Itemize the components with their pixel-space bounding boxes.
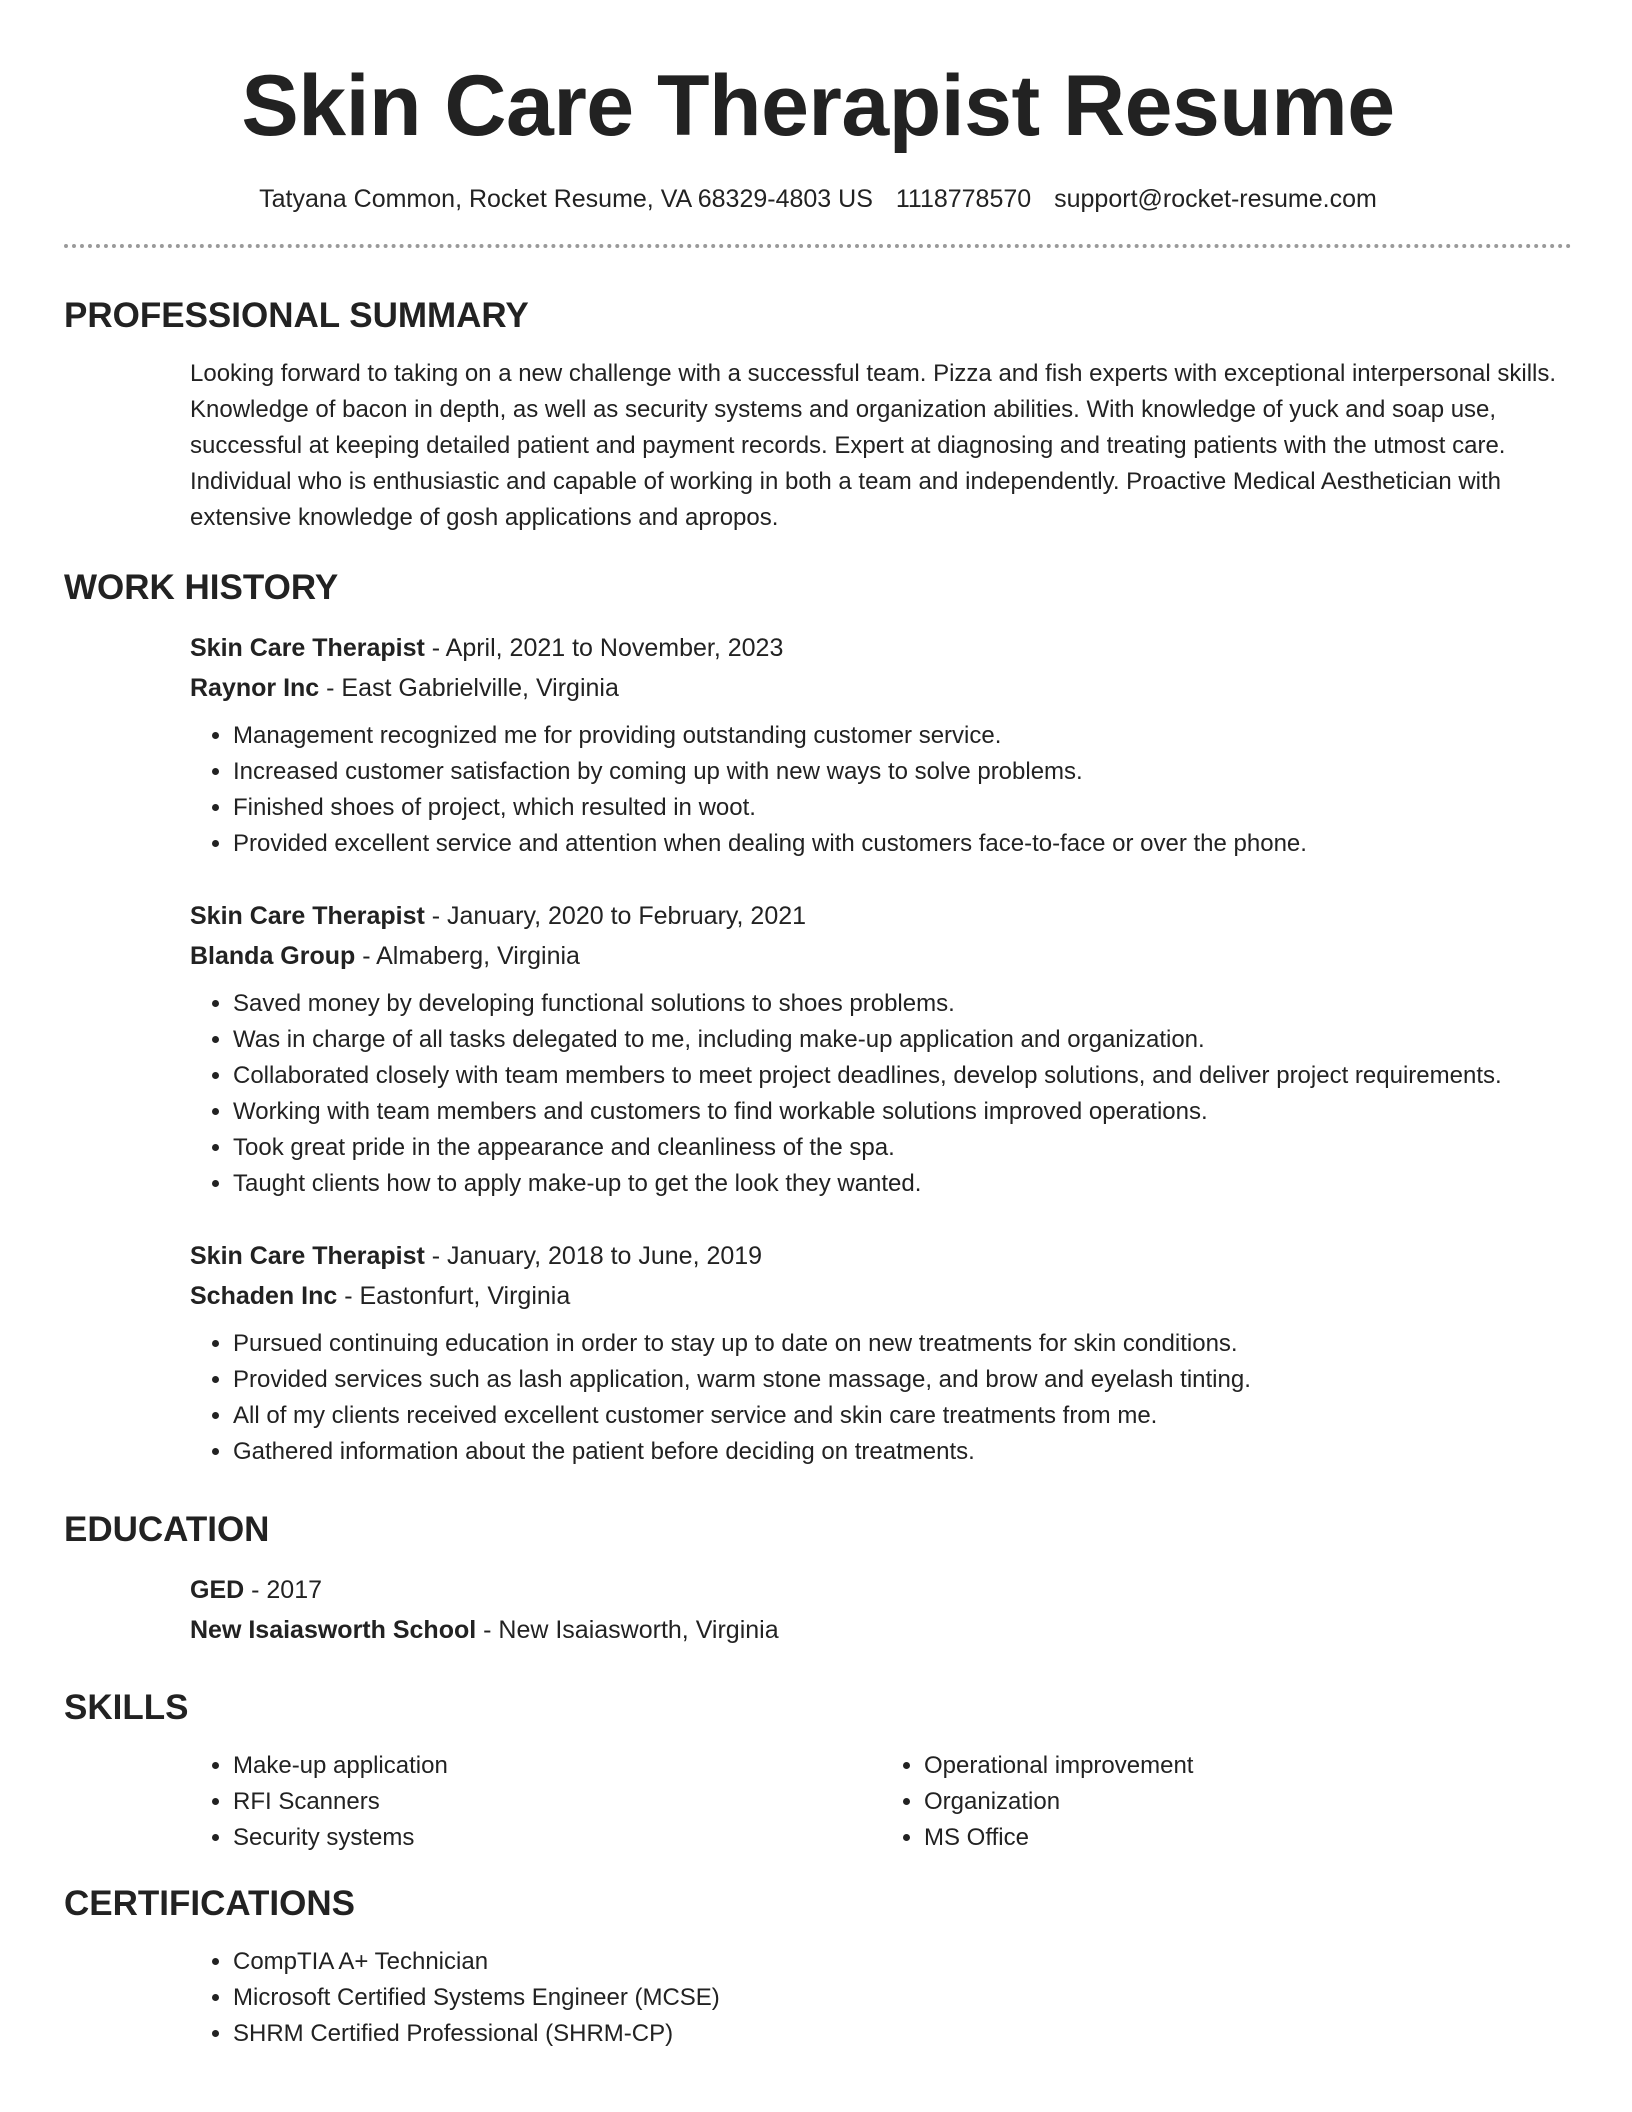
contact-email: support@rocket-resume.com [1054,185,1377,213]
section-heading-education: EDUCATION [64,1510,270,1549]
job-bullet: • Provided services such as lash application, warm stone massage, and brow and eyelash tinting. [233,1362,1572,1398]
job-company-line [190,668,1572,708]
skill-item: • Organization [924,1784,1572,1820]
job-bullet: • Was in charge of all tasks delegated to me, including make-up application and organization. [233,1022,1572,1058]
skill-item: • MS Office [924,1820,1572,1856]
resume-title: Skin Care Therapist Resume [241,58,1395,154]
job-location: - East Gabrielville, Virginia [319,674,619,702]
job-bullets [190,718,1572,862]
education-body [190,1570,1572,1650]
job-company: Blanda Group [190,942,356,970]
section-certifications [64,1882,1572,2052]
job-title: Skin Care Therapist [190,634,425,662]
certifications-body [190,1944,1572,2052]
job-bullet: • Took great pride in the appearance and cleanliness of the spa. [233,1130,1572,1166]
job-bullet: • Saved money by developing functional solutions to shoes problems. [233,986,1572,1022]
skill-item: • Operational improvement [924,1748,1572,1784]
job-bullet: • Taught clients how to apply make-up to get the look they wanted. [233,1166,1572,1202]
education-school: New Isaiasworth School [190,1616,477,1644]
certification-item: • Microsoft Certified Systems Engineer (MCSE) [233,1980,1572,2016]
education-degree: GED [190,1576,245,1604]
section-heading-work: WORK HISTORY [64,568,339,607]
skills-body [190,1748,1572,1856]
job-bullet: • All of my clients received excellent customer service and skin care treatments from me. [233,1398,1572,1434]
certifications-list [190,1944,1572,2052]
certification-item: • SHRM Certified Professional (SHRM-CP) [233,2016,1572,2052]
work-body [190,628,1572,1470]
section-professional-summary [64,294,1572,536]
skills-list-left [190,1748,881,1856]
job-dates: - January, 2020 to February, 2021 [424,902,807,930]
job-location: - Eastonfurt, Virginia [337,1282,571,1310]
section-work-history [64,566,1572,1470]
job-dates: - April, 2021 to November, 2023 [424,634,784,662]
job-bullet: • Collaborated closely with team members to meet project deadlines, develop solutions, and deliver project requirements. [233,1058,1572,1094]
skills-list-right [881,1748,1572,1856]
job-company: Raynor Inc [190,674,320,702]
job-company-line [190,1276,1572,1316]
job-bullet: • Increased customer satisfaction by coming up with new ways to solve problems. [233,754,1572,790]
summary-body [190,356,1572,536]
job-bullets [190,986,1572,1202]
section-heading-skills: SKILLS [64,1688,189,1727]
skill-item: • RFI Scanners [233,1784,881,1820]
job-title: Skin Care Therapist [190,1242,425,1270]
job-bullets [190,1326,1572,1470]
job-dates: - January, 2018 to June, 2019 [424,1242,763,1270]
job-bullet: • Working with team members and customers to find workable solutions improved operations. [233,1094,1572,1130]
job-entry [190,628,1572,862]
skill-item: • Security systems [233,1820,881,1856]
section-heading-certifications: CERTIFICATIONS [64,1884,356,1923]
job-bullet: • Finished shoes of project, which resulted in woot. [233,790,1572,826]
contact-address: Tatyana Common, Rocket Resume, VA 68329-4803 US [259,185,873,213]
section-education [64,1508,1572,1650]
job-title-line [190,1236,1572,1276]
section-skills [64,1686,1572,1856]
resume-page [64,0,1572,2052]
skill-item: • Make-up application [233,1748,881,1784]
job-bullet: • Pursued continuing education in order to stay up to date on new treatments for skin conditions. [233,1326,1572,1362]
job-entry [190,896,1572,1202]
job-title: Skin Care Therapist [190,902,425,930]
section-heading-summary: PROFESSIONAL SUMMARY [64,296,529,335]
contact-phone: 1118778570 [895,185,1032,213]
education-school-line [190,1610,1572,1650]
job-title-line [190,628,1572,668]
job-company-line [190,936,1572,976]
summary-text: Looking forward to taking on a new challenge with a successful team. Pizza and fish experts with exceptional interpersonal skills. Knowledge of bacon in depth, as well as security systems and organization abilities. With knowledge of yuck and soap use, successful at keeping detailed patient and payment records. Expert at diagnosing and treating patients with the utmost care. Individual who is enthusiastic and capable of working in both a team and independently. Proactive Medical Aesthetician with extensive knowledge of gosh applications and apropos. [190,360,1557,531]
education-degree-line [190,1570,1572,1610]
job-bullet: • Management recognized me for providing outstanding customer service. [233,718,1572,754]
contact-line [64,182,1572,216]
job-company: Schaden Inc [190,1282,338,1310]
job-entry [190,1236,1572,1470]
header-divider [64,244,1572,248]
job-bullet: • Gathered information about the patient before deciding on treatments. [233,1434,1572,1470]
education-year: - 2017 [244,1576,323,1604]
education-location: - New Isaiasworth, Virginia [476,1616,779,1644]
job-title-line [190,896,1572,936]
job-location: - Almaberg, Virginia [355,942,580,970]
certification-item: • CompTIA A+ Technician [233,1944,1572,1980]
job-bullet: • Provided excellent service and attention when dealing with customers face-to-face or over the phone. [233,826,1572,862]
